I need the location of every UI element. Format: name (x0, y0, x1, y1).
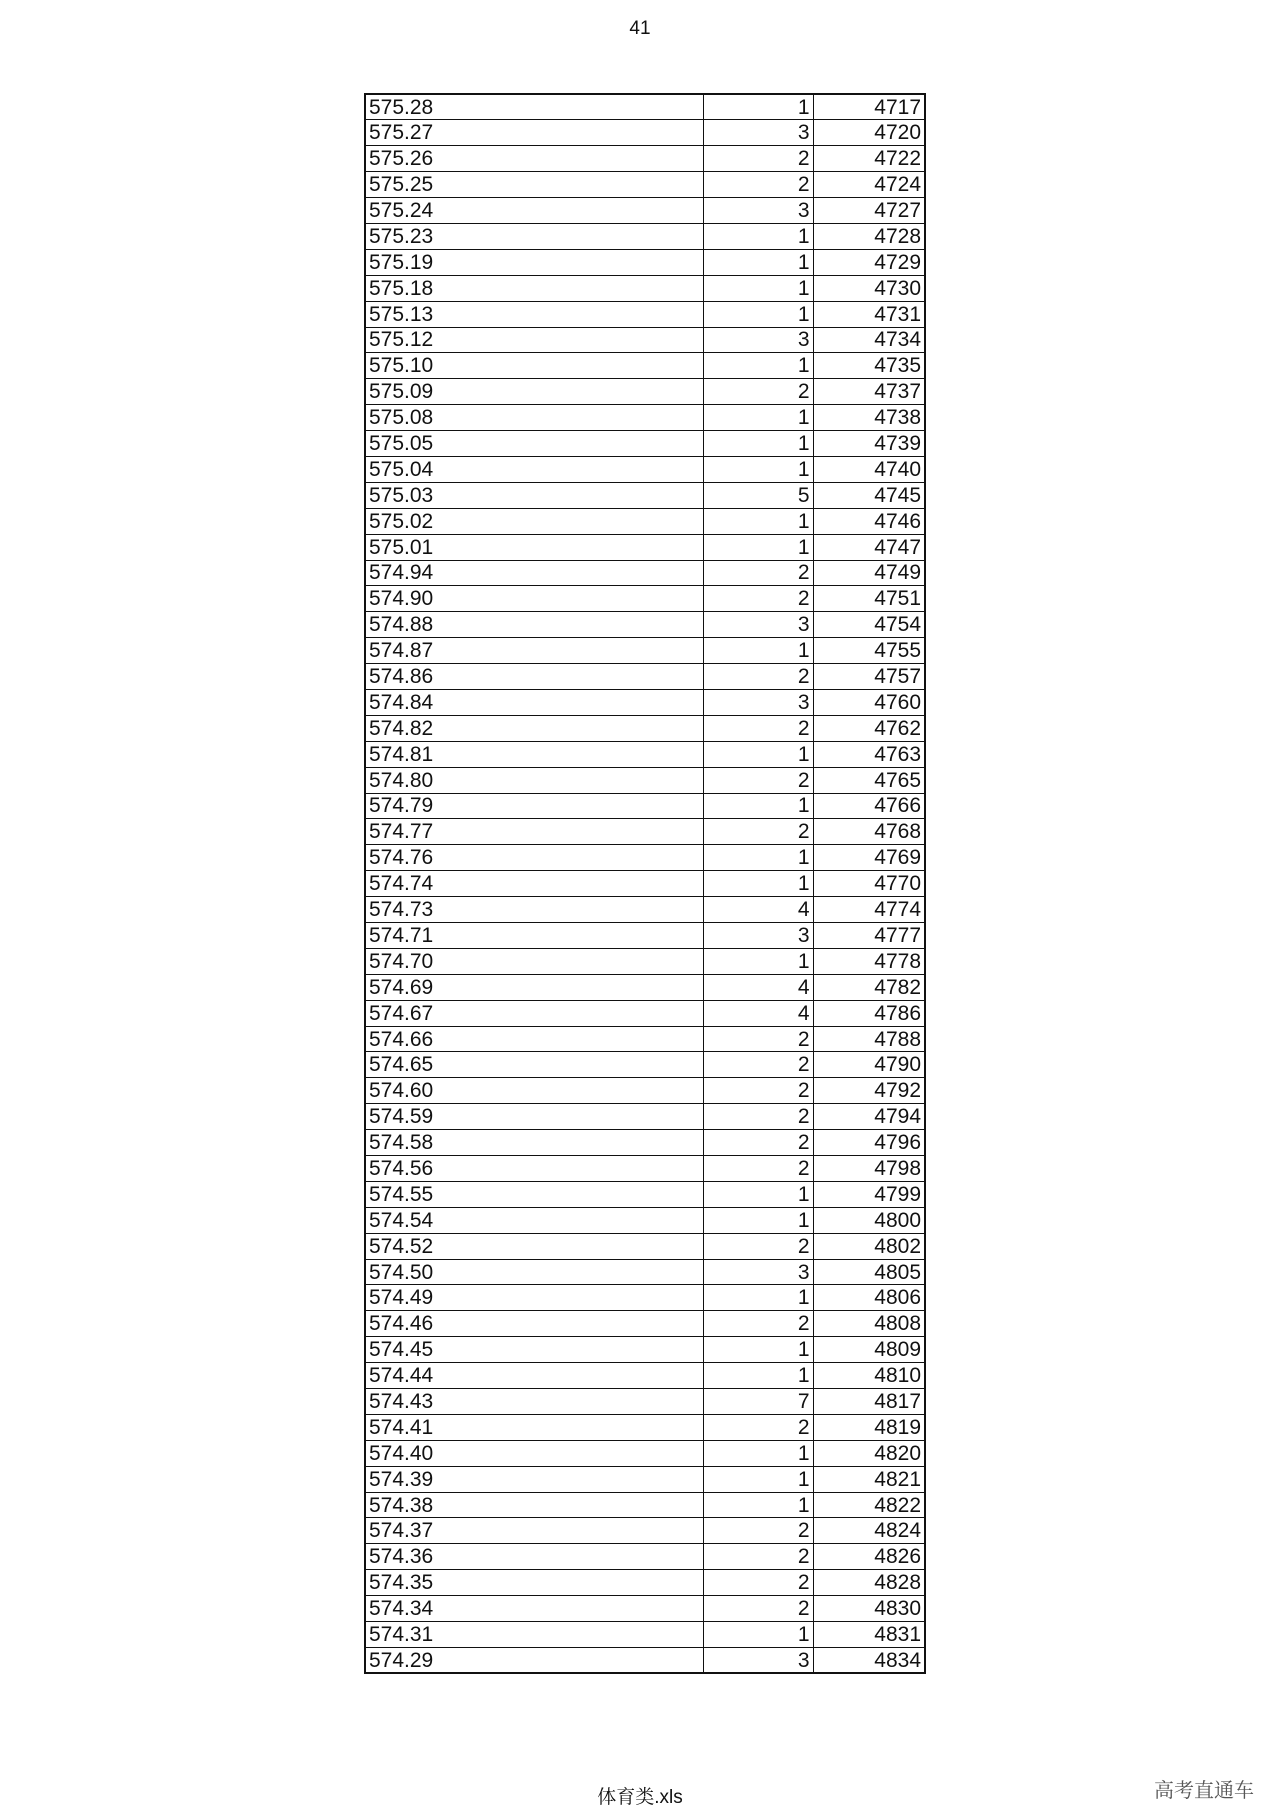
cumulative-cell: 4722 (813, 146, 925, 172)
cumulative-cell: 4762 (813, 715, 925, 741)
count-cell: 2 (703, 1311, 813, 1337)
score-cell: 575.04 (365, 456, 703, 482)
score-cell: 575.05 (365, 431, 703, 457)
score-cell: 574.58 (365, 1130, 703, 1156)
table-row (365, 1414, 925, 1440)
count-cell: 2 (703, 819, 813, 845)
table-row (365, 1233, 925, 1259)
score-cell: 574.90 (365, 586, 703, 612)
count-cell: 2 (703, 1233, 813, 1259)
score-cell: 574.70 (365, 948, 703, 974)
score-cell: 574.56 (365, 1156, 703, 1182)
count-cell: 3 (703, 198, 813, 224)
count-cell: 1 (703, 793, 813, 819)
score-table (364, 93, 926, 1674)
score-cell: 574.39 (365, 1466, 703, 1492)
score-cell: 575.10 (365, 353, 703, 379)
score-cell: 574.59 (365, 1104, 703, 1130)
table-row (365, 1104, 925, 1130)
score-cell: 574.67 (365, 1000, 703, 1026)
cumulative-cell: 4778 (813, 948, 925, 974)
table-row (365, 948, 925, 974)
cumulative-cell: 4738 (813, 405, 925, 431)
count-cell: 1 (703, 1337, 813, 1363)
count-cell: 1 (703, 456, 813, 482)
count-cell: 2 (703, 1052, 813, 1078)
table-row (365, 1285, 925, 1311)
score-cell: 574.29 (365, 1647, 703, 1673)
count-cell: 1 (703, 508, 813, 534)
score-cell: 574.84 (365, 689, 703, 715)
count-cell: 2 (703, 586, 813, 612)
cumulative-cell: 4740 (813, 456, 925, 482)
score-cell: 574.81 (365, 741, 703, 767)
count-cell: 2 (703, 560, 813, 586)
cumulative-cell: 4717 (813, 94, 925, 120)
score-cell: 575.18 (365, 275, 703, 301)
cumulative-cell: 4786 (813, 1000, 925, 1026)
table-row (365, 327, 925, 353)
count-cell: 1 (703, 741, 813, 767)
score-cell: 575.03 (365, 482, 703, 508)
page-number: 41 (629, 18, 651, 39)
table-row (365, 353, 925, 379)
cumulative-cell: 4788 (813, 1026, 925, 1052)
count-cell: 1 (703, 301, 813, 327)
table-row (365, 664, 925, 690)
table-row (365, 172, 925, 198)
cumulative-cell: 4768 (813, 819, 925, 845)
cumulative-cell: 4769 (813, 845, 925, 871)
table-row (365, 301, 925, 327)
count-cell: 3 (703, 120, 813, 146)
score-cell: 574.87 (365, 638, 703, 664)
score-cell: 575.25 (365, 172, 703, 198)
score-cell: 574.76 (365, 845, 703, 871)
cumulative-cell: 4728 (813, 223, 925, 249)
cumulative-cell: 4824 (813, 1518, 925, 1544)
cumulative-cell: 4805 (813, 1259, 925, 1285)
count-cell: 2 (703, 1156, 813, 1182)
score-cell: 574.74 (365, 871, 703, 897)
table-row (365, 1337, 925, 1363)
score-cell: 574.80 (365, 767, 703, 793)
table-row (365, 379, 925, 405)
table-row (365, 586, 925, 612)
table-row (365, 456, 925, 482)
table-row (365, 146, 925, 172)
cumulative-cell: 4806 (813, 1285, 925, 1311)
count-cell: 2 (703, 664, 813, 690)
cumulative-cell: 4830 (813, 1596, 925, 1622)
table-row (365, 223, 925, 249)
count-cell: 1 (703, 1466, 813, 1492)
count-cell: 2 (703, 1570, 813, 1596)
score-cell: 574.31 (365, 1622, 703, 1648)
table-row (365, 1000, 925, 1026)
table-row (365, 1311, 925, 1337)
table-row (365, 1596, 925, 1622)
count-cell: 3 (703, 689, 813, 715)
cumulative-cell: 4729 (813, 249, 925, 275)
count-cell: 3 (703, 612, 813, 638)
count-cell: 3 (703, 1647, 813, 1673)
count-cell: 3 (703, 327, 813, 353)
score-cell: 574.49 (365, 1285, 703, 1311)
score-cell: 574.73 (365, 897, 703, 923)
count-cell: 1 (703, 1363, 813, 1389)
table-row (365, 431, 925, 457)
table-row (365, 482, 925, 508)
cumulative-cell: 4802 (813, 1233, 925, 1259)
cumulative-cell: 4757 (813, 664, 925, 690)
table-row (365, 1026, 925, 1052)
cumulative-cell: 4745 (813, 482, 925, 508)
count-cell: 4 (703, 897, 813, 923)
table-row (365, 198, 925, 224)
score-cell: 574.38 (365, 1492, 703, 1518)
score-cell: 575.19 (365, 249, 703, 275)
table-row (365, 741, 925, 767)
cumulative-cell: 4826 (813, 1544, 925, 1570)
table-row (365, 767, 925, 793)
table-row (365, 1492, 925, 1518)
cumulative-cell: 4794 (813, 1104, 925, 1130)
score-cell: 575.24 (365, 198, 703, 224)
count-cell: 2 (703, 1414, 813, 1440)
count-cell: 1 (703, 94, 813, 120)
count-cell: 3 (703, 1259, 813, 1285)
table-row (365, 1130, 925, 1156)
table-row (365, 689, 925, 715)
table-row (365, 1622, 925, 1648)
count-cell: 1 (703, 353, 813, 379)
cumulative-cell: 4737 (813, 379, 925, 405)
count-cell: 2 (703, 172, 813, 198)
cumulative-cell: 4808 (813, 1311, 925, 1337)
score-table-body (365, 94, 925, 1673)
score-cell: 574.45 (365, 1337, 703, 1363)
count-cell: 1 (703, 1181, 813, 1207)
table-row (365, 897, 925, 923)
cumulative-cell: 4746 (813, 508, 925, 534)
count-cell: 1 (703, 223, 813, 249)
score-cell: 574.43 (365, 1389, 703, 1415)
table-row (365, 1078, 925, 1104)
table-row (365, 1052, 925, 1078)
table-row (365, 508, 925, 534)
table-row (365, 638, 925, 664)
score-cell: 574.65 (365, 1052, 703, 1078)
table-row (365, 1181, 925, 1207)
cumulative-cell: 4751 (813, 586, 925, 612)
score-cell: 574.44 (365, 1363, 703, 1389)
cumulative-cell: 4809 (813, 1337, 925, 1363)
score-cell: 574.79 (365, 793, 703, 819)
table-row (365, 405, 925, 431)
table-row (365, 249, 925, 275)
footer-filename: 体育类.xls (597, 1787, 683, 1808)
score-cell: 574.82 (365, 715, 703, 741)
score-cell: 575.13 (365, 301, 703, 327)
table-row (365, 1363, 925, 1389)
watermark: 高考直通车 (1154, 1780, 1254, 1802)
cumulative-cell: 4770 (813, 871, 925, 897)
count-cell: 7 (703, 1389, 813, 1415)
score-cell: 575.23 (365, 223, 703, 249)
score-cell: 574.60 (365, 1078, 703, 1104)
cumulative-cell: 4734 (813, 327, 925, 353)
table-row (365, 1389, 925, 1415)
cumulative-cell: 4792 (813, 1078, 925, 1104)
count-cell: 1 (703, 1622, 813, 1648)
count-cell: 5 (703, 482, 813, 508)
score-cell: 574.37 (365, 1518, 703, 1544)
cumulative-cell: 4747 (813, 534, 925, 560)
cumulative-cell: 4735 (813, 353, 925, 379)
table-row (365, 1544, 925, 1570)
score-cell: 574.36 (365, 1544, 703, 1570)
cumulative-cell: 4796 (813, 1130, 925, 1156)
score-cell: 574.46 (365, 1311, 703, 1337)
table-row (365, 1518, 925, 1544)
count-cell: 2 (703, 1596, 813, 1622)
count-cell: 1 (703, 948, 813, 974)
cumulative-cell: 4766 (813, 793, 925, 819)
cumulative-cell: 4724 (813, 172, 925, 198)
cumulative-cell: 4731 (813, 301, 925, 327)
cumulative-cell: 4760 (813, 689, 925, 715)
table-row (365, 819, 925, 845)
cumulative-cell: 4828 (813, 1570, 925, 1596)
cumulative-cell: 4755 (813, 638, 925, 664)
cumulative-cell: 4790 (813, 1052, 925, 1078)
count-cell: 4 (703, 1000, 813, 1026)
count-cell: 1 (703, 275, 813, 301)
score-cell: 574.94 (365, 560, 703, 586)
table-row (365, 923, 925, 949)
table-row (365, 793, 925, 819)
count-cell: 1 (703, 1492, 813, 1518)
table-row (365, 871, 925, 897)
table-row (365, 612, 925, 638)
score-cell: 574.86 (365, 664, 703, 690)
score-cell: 574.69 (365, 974, 703, 1000)
cumulative-cell: 4799 (813, 1181, 925, 1207)
cumulative-cell: 4810 (813, 1363, 925, 1389)
count-cell: 2 (703, 1026, 813, 1052)
table-row (365, 1570, 925, 1596)
table-row (365, 1647, 925, 1673)
count-cell: 2 (703, 1130, 813, 1156)
count-cell: 2 (703, 146, 813, 172)
score-cell: 575.28 (365, 94, 703, 120)
cumulative-cell: 4774 (813, 897, 925, 923)
score-cell: 575.09 (365, 379, 703, 405)
score-cell: 574.40 (365, 1440, 703, 1466)
count-cell: 1 (703, 431, 813, 457)
count-cell: 2 (703, 767, 813, 793)
count-cell: 2 (703, 1104, 813, 1130)
count-cell: 2 (703, 1544, 813, 1570)
score-cell: 574.88 (365, 612, 703, 638)
table-row (365, 1440, 925, 1466)
table-row (365, 1259, 925, 1285)
cumulative-cell: 4765 (813, 767, 925, 793)
score-cell: 574.55 (365, 1181, 703, 1207)
cumulative-cell: 4749 (813, 560, 925, 586)
cumulative-cell: 4821 (813, 1466, 925, 1492)
count-cell: 1 (703, 405, 813, 431)
table-row (365, 974, 925, 1000)
score-cell: 575.12 (365, 327, 703, 353)
count-cell: 1 (703, 1207, 813, 1233)
table-row (365, 534, 925, 560)
score-cell: 574.66 (365, 1026, 703, 1052)
cumulative-cell: 4720 (813, 120, 925, 146)
score-cell: 575.26 (365, 146, 703, 172)
count-cell: 2 (703, 1518, 813, 1544)
score-cell: 574.41 (365, 1414, 703, 1440)
cumulative-cell: 4782 (813, 974, 925, 1000)
score-cell: 575.08 (365, 405, 703, 431)
table-row (365, 275, 925, 301)
score-cell: 574.77 (365, 819, 703, 845)
table-row (365, 1207, 925, 1233)
cumulative-cell: 4730 (813, 275, 925, 301)
table-row (365, 845, 925, 871)
table-row (365, 94, 925, 120)
count-cell: 1 (703, 534, 813, 560)
cumulative-cell: 4800 (813, 1207, 925, 1233)
count-cell: 1 (703, 638, 813, 664)
count-cell: 1 (703, 1285, 813, 1311)
count-cell: 3 (703, 923, 813, 949)
count-cell: 1 (703, 249, 813, 275)
count-cell: 2 (703, 715, 813, 741)
count-cell: 2 (703, 379, 813, 405)
cumulative-cell: 4739 (813, 431, 925, 457)
count-cell: 2 (703, 1078, 813, 1104)
count-cell: 1 (703, 1440, 813, 1466)
count-cell: 1 (703, 845, 813, 871)
score-cell: 575.01 (365, 534, 703, 560)
table-row (365, 715, 925, 741)
table-row (365, 120, 925, 146)
score-cell: 575.27 (365, 120, 703, 146)
score-cell: 574.35 (365, 1570, 703, 1596)
score-cell: 575.02 (365, 508, 703, 534)
cumulative-cell: 4727 (813, 198, 925, 224)
score-cell: 574.34 (365, 1596, 703, 1622)
score-cell: 574.71 (365, 923, 703, 949)
count-cell: 1 (703, 871, 813, 897)
cumulative-cell: 4819 (813, 1414, 925, 1440)
cumulative-cell: 4754 (813, 612, 925, 638)
cumulative-cell: 4822 (813, 1492, 925, 1518)
table-row (365, 560, 925, 586)
count-cell: 4 (703, 974, 813, 1000)
cumulative-cell: 4817 (813, 1389, 925, 1415)
cumulative-cell: 4831 (813, 1622, 925, 1648)
score-cell: 574.52 (365, 1233, 703, 1259)
cumulative-cell: 4834 (813, 1647, 925, 1673)
cumulative-cell: 4763 (813, 741, 925, 767)
table-row (365, 1156, 925, 1182)
score-cell: 574.54 (365, 1207, 703, 1233)
cumulative-cell: 4820 (813, 1440, 925, 1466)
score-cell: 574.50 (365, 1259, 703, 1285)
cumulative-cell: 4777 (813, 923, 925, 949)
cumulative-cell: 4798 (813, 1156, 925, 1182)
table-row (365, 1466, 925, 1492)
